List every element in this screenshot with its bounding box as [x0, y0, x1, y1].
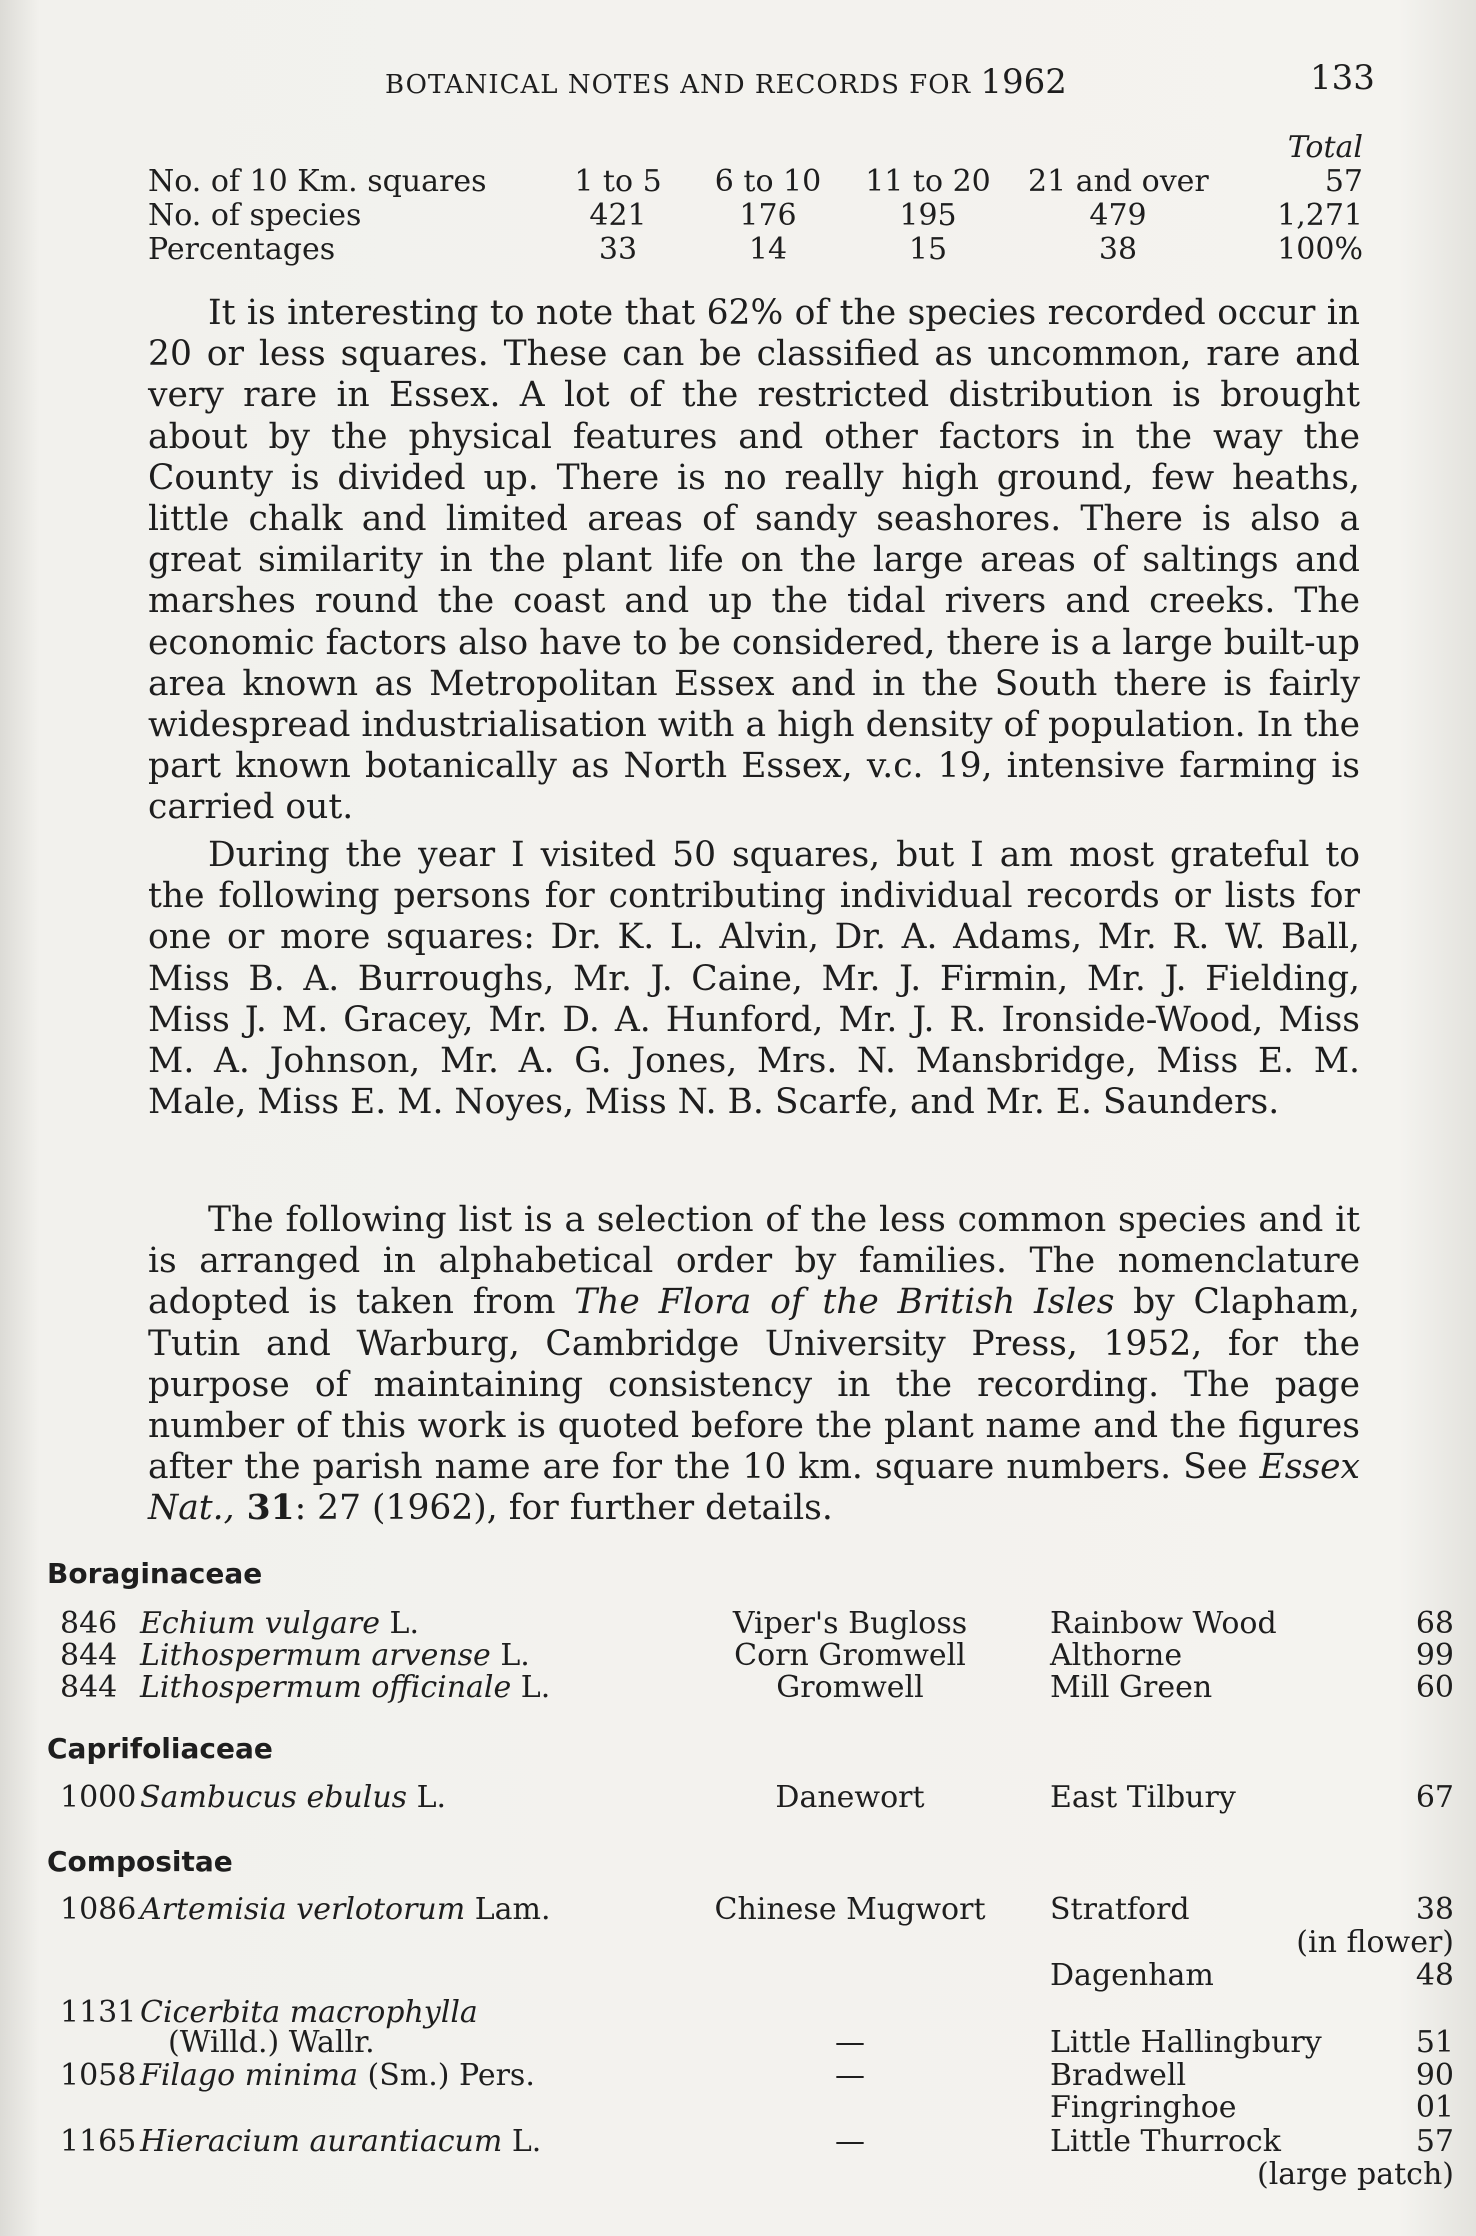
record-note: (large patch)	[1257, 2157, 1454, 2192]
stats-header-row	[148, 130, 1363, 164]
species-authority: (Willd.) Wallr.	[168, 2025, 375, 2060]
square-number: 57	[1415, 2124, 1454, 2159]
page-header	[0, 58, 1476, 106]
stats-table	[148, 130, 1363, 266]
row-label: No. of species	[148, 198, 362, 233]
parish-name: Althorne	[1050, 1638, 1183, 1673]
common-name: Chinese Mugwort	[714, 1892, 986, 1927]
common-name: —	[835, 2025, 865, 2060]
cell: 15	[908, 232, 948, 267]
book-title: The Flora of the British Isles	[574, 1282, 1115, 1323]
common-name: Viper's Bugloss	[732, 1606, 968, 1641]
row-label: No. of 10 Km. squares	[148, 164, 487, 199]
page-ref: 1086	[60, 1892, 137, 1927]
parish-name: Dagenham	[1050, 1958, 1214, 1993]
page-number: 133	[1310, 58, 1375, 98]
species-name: Echium vulgare L.	[140, 1606, 419, 1641]
species-name: Hieracium aurantiacum L.	[140, 2124, 542, 2159]
journal-name: Essex Nat.,	[148, 1447, 1360, 1529]
cell: 38	[1098, 232, 1138, 267]
square-number: 48	[1415, 1958, 1454, 1993]
stats-row	[148, 232, 1363, 266]
total-header: Total	[1287, 130, 1363, 165]
square-number: 60	[1415, 1670, 1454, 1705]
family-heading: Caprifoliaceae	[47, 1732, 273, 1765]
common-name: —	[835, 2124, 865, 2159]
species-name: Filago minima (Sm.) Pers.	[140, 2058, 535, 2093]
species-name: Lithospermum arvense L.	[140, 1638, 530, 1673]
cell: 1 to 5	[574, 164, 662, 199]
family-heading: Boraginaceae	[47, 1557, 263, 1590]
cell: 14	[748, 232, 788, 267]
cell-total: 57	[1324, 164, 1363, 199]
stats-row	[148, 198, 1363, 232]
cell: 33	[598, 232, 638, 267]
parish-name: Bradwell	[1050, 2058, 1187, 2093]
cell: 21 and over	[1028, 164, 1209, 199]
species-name: Artemisia verlotorum Lam.	[140, 1892, 551, 1927]
cell-total: 1,271	[1277, 198, 1363, 233]
running-head-year: 1962	[980, 62, 1067, 102]
family-heading: Compositae	[47, 1845, 233, 1878]
square-number: 38	[1415, 1892, 1454, 1927]
parish-name: Stratford	[1050, 1892, 1190, 1927]
cell: 479	[1089, 198, 1147, 233]
parish-name: Rainbow Wood	[1050, 1606, 1277, 1641]
species-name: Cicerbita macrophylla	[140, 1995, 478, 2030]
species-name: Lithospermum officinale L.	[140, 1670, 551, 1705]
page-ref: 844	[60, 1670, 118, 1705]
square-number: 67	[1415, 1780, 1454, 1815]
parish-name: Mill Green	[1050, 1670, 1213, 1705]
page-ref: 1165	[60, 2124, 137, 2159]
cell: 6 to 10	[714, 164, 822, 199]
square-number: 01	[1415, 2090, 1454, 2125]
paragraph-distribution: It is interesting to note that 62% of the species recorded occur in 20 or less squares. These can be classified as uncommon, rare and very rare in Essex. A lot of the restricted distribution is brought about by the physical features and other factors in the way the County is divided up. There is no really high ground, few heaths, little chalk and limited areas of sandy seashores. There is also a great similarity in the plant life on the large areas of saltings and marshes round the coast and up the tidal rivers and creeks. The economic factors also have to be considered, there is a large built-up area known as Metropolitan Essex and in the South there is fairly widespread industrialisation with a high density of population. In the part known botanically as North Essex, v.c. 19, intensive farming is carried out.	[148, 293, 1360, 828]
paragraph-nomenclature: The following list is a selection of the less common species and it is arranged in alphabetical order by families. The nomenclature adopted is taken from The Flora of the British Isles by Clapham, Tutin and Warburg, Cambridge University Press, 1952, for the purpose of maintaining consistency in the recording. The page number of this work is quoted before the plant name and the figures after the parish name are for the 10 km. square numbers. See Essex Nat., 31: 27 (1962), for further details.	[148, 1200, 1361, 1529]
page-ref: 1131	[60, 1995, 137, 2030]
stats-row	[148, 164, 1363, 198]
page-ref: 844	[60, 1638, 118, 1673]
parish-name: Little Hallingbury	[1050, 2025, 1322, 2060]
common-name: Danewort	[775, 1780, 925, 1815]
paragraph-acknowledgements: During the year I visited 50 squares, but I am most grateful to the following persons for contributing individual records or lists for one or more squares: Dr. K. L. Alvin, Dr. A. Adams, Mr. R. W. Ball, Miss B. A. Burroughs, Mr. J. Caine, Mr. J. Firmin, Mr. J. Fielding, Miss J. M. Gracey, Mr. D. A. Hunford, Mr. J. R. Ironside-Wood, Miss M. A. Johnson, Mr. A. G. Jones, Mrs. N. Mansbridge, Miss E. M. Male, Miss E. M. Noyes, Miss N. B. Scarfe, and Mr. E. Saunders.	[148, 835, 1360, 1123]
cell: 11 to 20	[865, 164, 991, 199]
record-note: (in flower)	[1296, 1925, 1454, 1960]
cell: 176	[739, 198, 797, 233]
journal-volume: 31	[234, 1488, 295, 1529]
square-number: 99	[1415, 1638, 1454, 1673]
page-ref: 1000	[60, 1780, 137, 1815]
common-name: —	[835, 2058, 865, 2093]
common-name: Corn Gromwell	[734, 1638, 966, 1673]
parish-name: Little Thurrock	[1050, 2124, 1281, 2159]
species-name: Sambucus ebulus L.	[140, 1780, 447, 1815]
common-name: Gromwell	[776, 1670, 924, 1705]
parish-name: Fingringhoe	[1050, 2090, 1237, 2125]
running-head: BOTANICAL NOTES AND RECORDS FOR 1962	[385, 62, 1067, 102]
square-number: 68	[1415, 1606, 1454, 1641]
page-ref: 1058	[60, 2058, 137, 2093]
square-number: 90	[1415, 2058, 1454, 2093]
cell: 195	[899, 198, 957, 233]
square-number: 51	[1415, 2025, 1454, 2060]
parish-name: East Tilbury	[1050, 1780, 1236, 1815]
cell: 421	[589, 198, 647, 233]
page-ref: 846	[60, 1606, 118, 1641]
cell-total: 100%	[1277, 232, 1363, 267]
row-label: Percentages	[148, 232, 336, 267]
